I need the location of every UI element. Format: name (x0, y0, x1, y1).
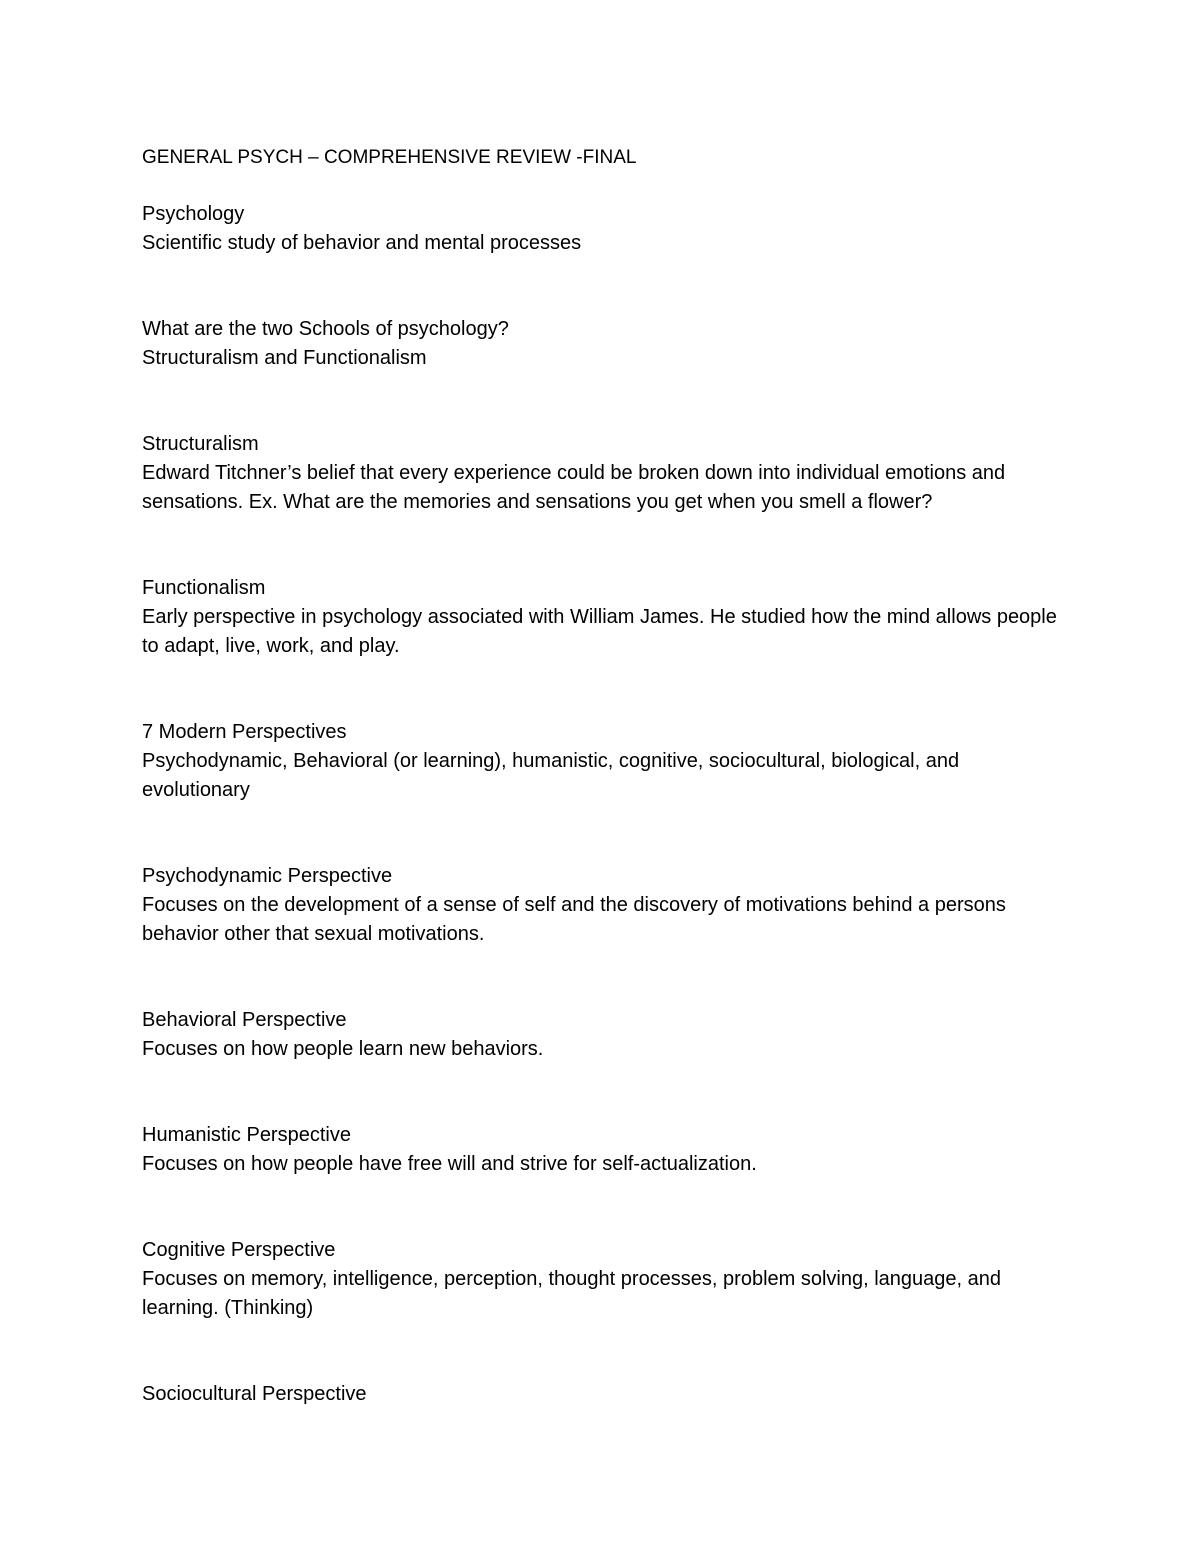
entry-term: Sociocultural Perspective (142, 1383, 367, 1405)
document-content (142, 143, 1072, 1409)
entry-definition: Early perspective in psychology associated with William James. He studied how the mind allows people to adapt, live, work, and play. (142, 606, 1063, 657)
entry-behavioral (142, 1006, 1072, 1064)
entry-sociocultural (142, 1380, 1072, 1409)
entry-definition: Structuralism and Functionalism (142, 347, 427, 369)
entry-cognitive (142, 1236, 1072, 1323)
entry-definition: Focuses on how people have free will and strive for self-actualization. (142, 1153, 757, 1175)
entry-definition: Focuses on the development of a sense of self and the discovery of motivations behind a persons behavior other that sexual motivations. (142, 894, 1012, 945)
entry-term: Cognitive Perspective (142, 1239, 336, 1261)
entry-definition: Psychodynamic, Behavioral (or learning), humanistic, cognitive, sociocultural, biological, and evolutionary (142, 750, 965, 801)
entry-definition: Scientific study of behavior and mental processes (142, 232, 582, 254)
entry-humanistic (142, 1121, 1072, 1179)
entry-structuralism (142, 430, 1072, 517)
entry-term: 7 Modern Perspectives (142, 721, 347, 743)
entry-schools-question (142, 315, 1072, 373)
entry-term: What are the two Schools of psychology? (142, 318, 509, 340)
entry-definition: Edward Titchner’s belief that every experience could be broken down into individual emotions and sensations. Ex. What are the memories and sensations you get when you smell a flower? (142, 462, 1011, 513)
entry-modern-perspectives (142, 718, 1072, 805)
entry-term: Structuralism (142, 433, 259, 455)
entry-psychology (142, 200, 1072, 258)
entry-term: Psychology (142, 203, 245, 225)
entry-term: Psychodynamic Perspective (142, 865, 393, 887)
entry-psychodynamic (142, 862, 1072, 949)
entry-term: Humanistic Perspective (142, 1124, 351, 1146)
entry-functionalism (142, 574, 1072, 661)
entry-term: Behavioral Perspective (142, 1009, 347, 1031)
entry-definition: Focuses on how people learn new behaviors. (142, 1038, 544, 1060)
entry-definition: Focuses on memory, intelligence, perception, thought processes, problem solving, language, and learning. (Thinking) (142, 1268, 1007, 1319)
document-title: GENERAL PSYCH – COMPREHENSIVE REVIEW -FINAL (142, 147, 637, 168)
entry-term: Functionalism (142, 577, 266, 599)
